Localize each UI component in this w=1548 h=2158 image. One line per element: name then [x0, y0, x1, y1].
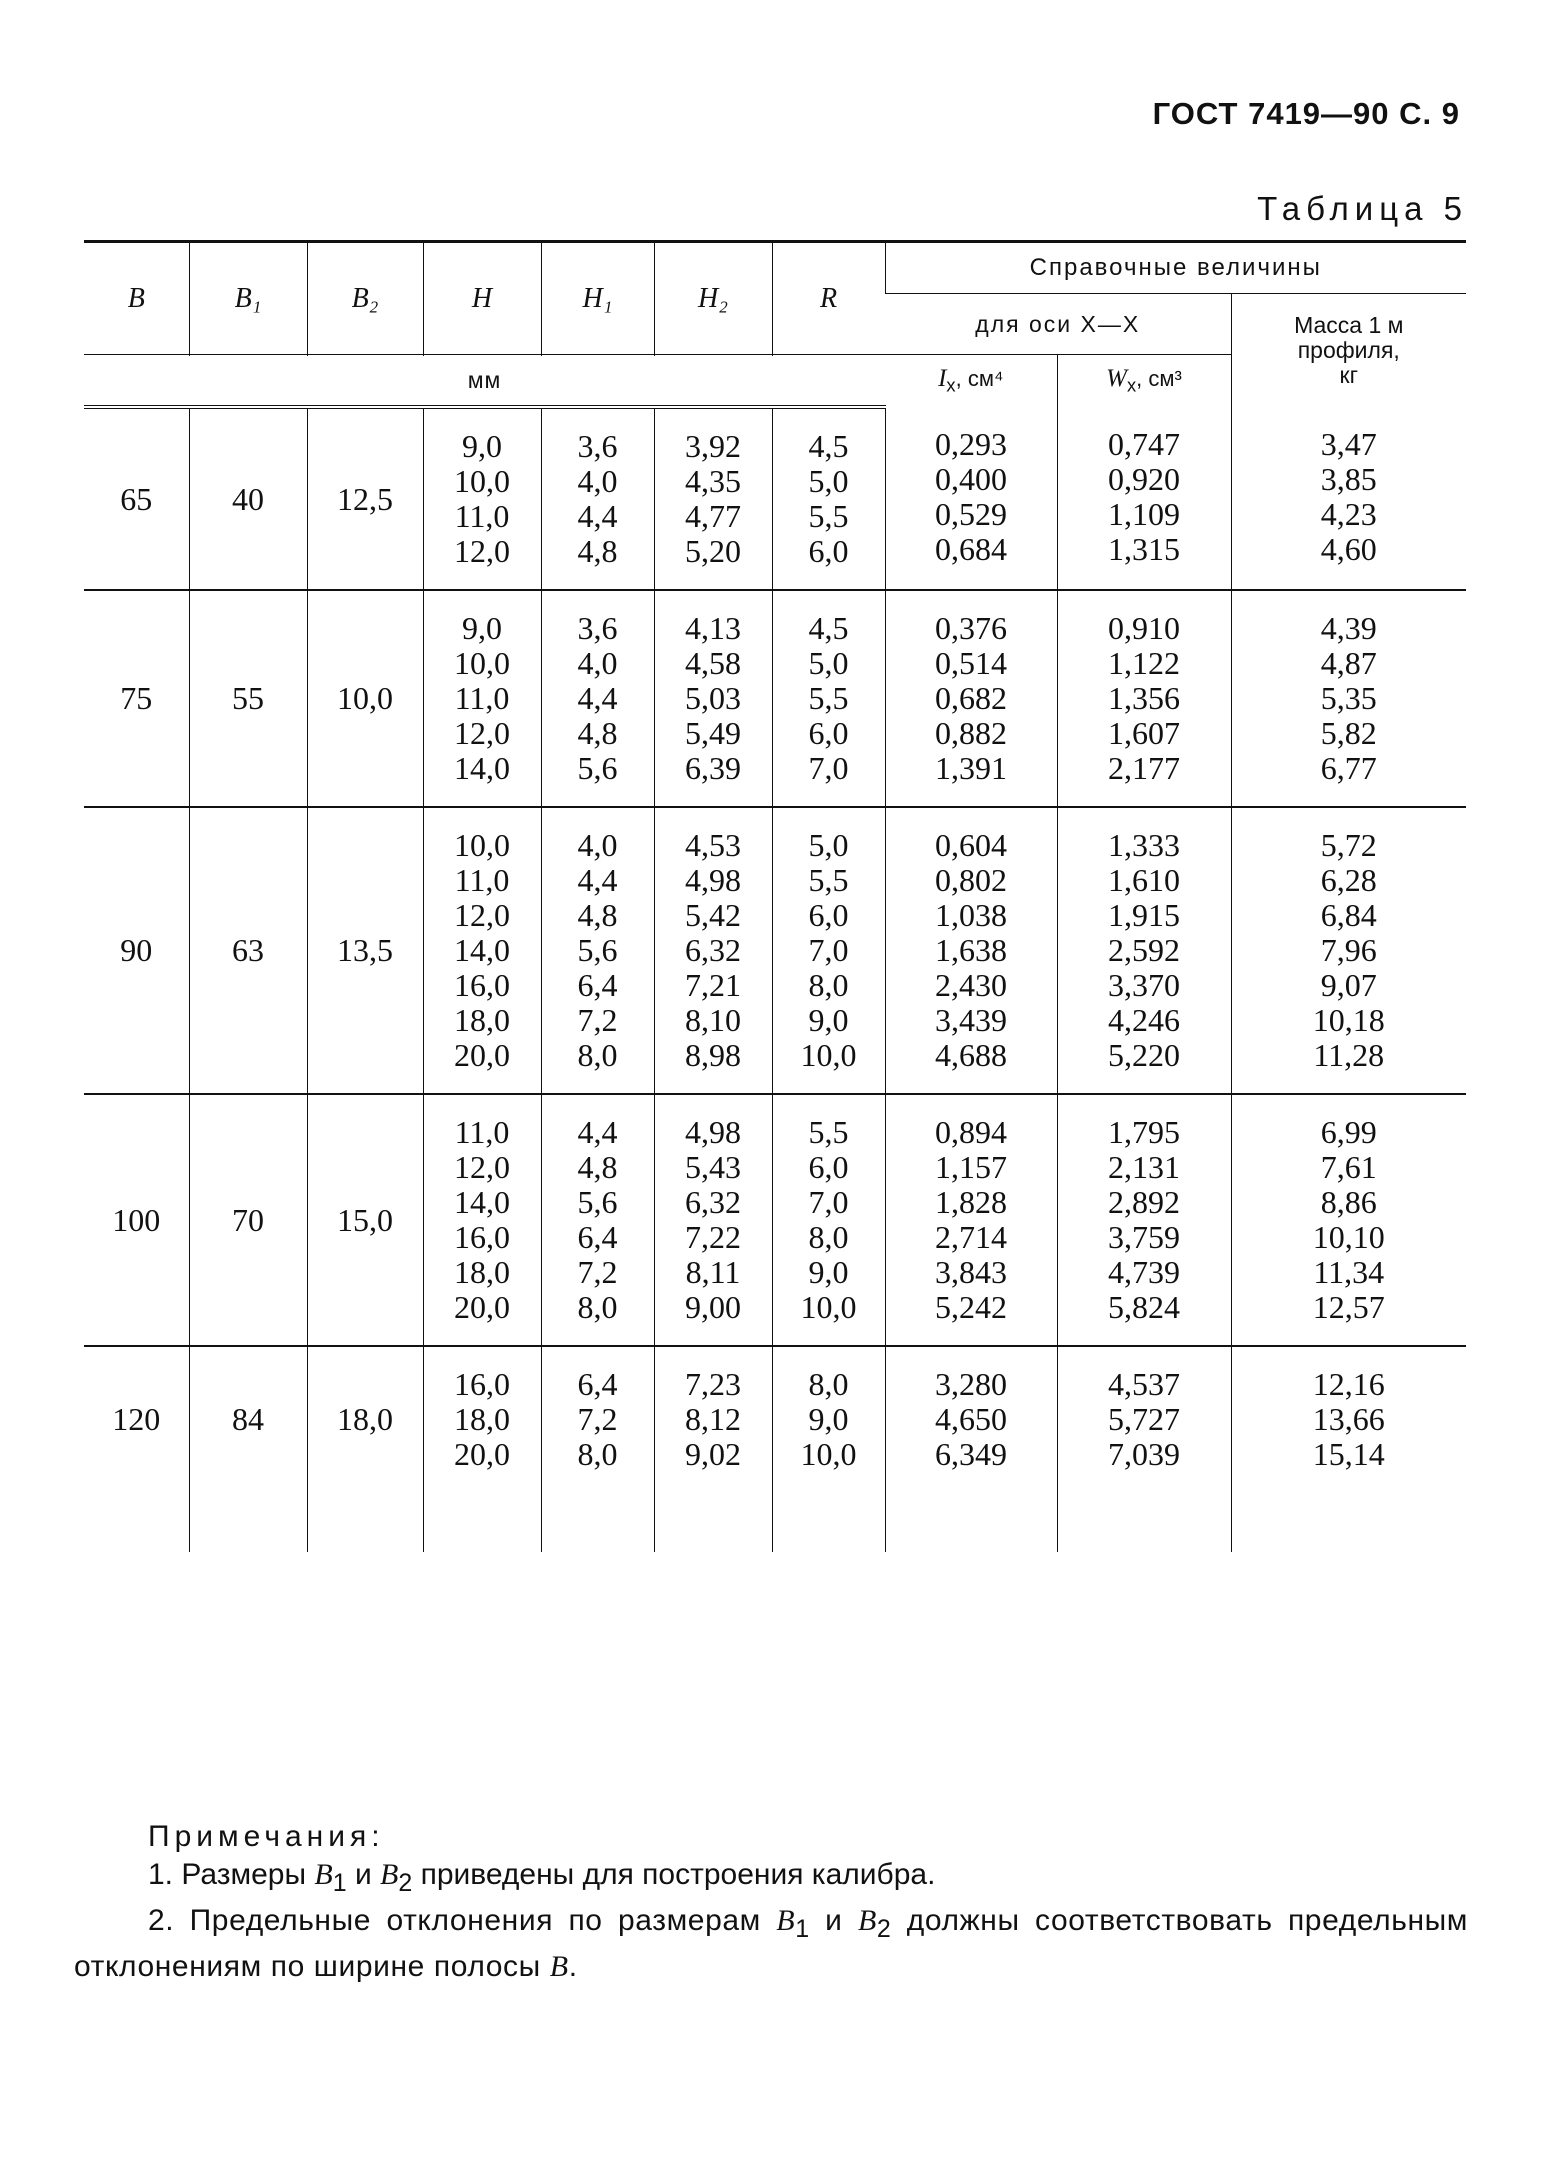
cell-b1: 70: [189, 1094, 307, 1346]
cell-h2: [654, 590, 772, 807]
ix-subscript: x: [946, 374, 956, 396]
value-h1: 4,8: [577, 715, 618, 751]
value-mass: 7,61: [1320, 1149, 1377, 1185]
value-r: 5,5: [808, 680, 849, 716]
value-h2: 9,00: [685, 1289, 741, 1325]
value-h1: 8,0: [577, 1289, 618, 1325]
value-h: 18,0: [454, 1401, 510, 1437]
value-mass: 11,28: [1313, 1037, 1385, 1073]
value-mass: 8,86: [1320, 1184, 1377, 1220]
table-row: [84, 407, 1466, 590]
table-body: [84, 407, 1466, 1552]
value-wx: 2,892: [1108, 1184, 1180, 1220]
value-h2: 5,03: [685, 680, 741, 716]
cell-r: [772, 807, 885, 1094]
value-ix: 4,688: [935, 1037, 1007, 1073]
value-wx: 0,910: [1108, 610, 1180, 646]
value-h1: 4,8: [577, 533, 618, 569]
value-ix: 1,038: [935, 897, 1007, 933]
cell-b1: 84: [189, 1346, 307, 1552]
value-wx: 5,824: [1108, 1289, 1180, 1325]
value-h1: 4,4: [577, 1114, 618, 1150]
value-ix: 0,802: [935, 862, 1007, 898]
value-h: 18,0: [454, 1254, 510, 1290]
value-r: 8,0: [808, 1219, 849, 1255]
value-h1: 8,0: [577, 1436, 618, 1472]
value-h2: 8,11: [685, 1254, 741, 1290]
value-h1: 4,8: [577, 1149, 618, 1185]
value-r: 8,0: [808, 1366, 849, 1402]
cell-h2: [654, 1346, 772, 1552]
value-mass: 4,39: [1320, 610, 1377, 646]
cell-ix: [885, 1346, 1057, 1552]
col-header-H2: H₂: [654, 242, 772, 355]
value-r: 5,5: [808, 1114, 849, 1150]
note-1-text-b: и: [346, 1858, 381, 1891]
value-ix: 0,604: [935, 827, 1007, 863]
cell-h2: [654, 1094, 772, 1346]
cell-r: [772, 1346, 885, 1552]
cell-mass: [1231, 1094, 1466, 1346]
value-h: 20,0: [454, 1037, 510, 1073]
value-r: 5,5: [808, 498, 849, 534]
cell-b2: 12,5: [307, 407, 423, 590]
notes-title: Примечания:: [148, 1820, 385, 1853]
value-h2: 7,23: [685, 1366, 741, 1402]
cell-b: 90: [84, 807, 189, 1094]
value-wx: 3,370: [1108, 967, 1180, 1003]
value-mass: 5,35: [1320, 680, 1377, 716]
cell-b2: 10,0: [307, 590, 423, 807]
note-2: [74, 1902, 1468, 1986]
value-h2: 5,20: [685, 533, 741, 569]
cell-b2: 13,5: [307, 807, 423, 1094]
value-wx: 7,039: [1108, 1436, 1180, 1472]
value-r: 7,0: [808, 750, 849, 786]
value-mass: 4,60: [1320, 531, 1377, 567]
value-r: 6,0: [808, 1149, 849, 1185]
value-h: 16,0: [454, 967, 510, 1003]
value-h: 12,0: [454, 715, 510, 751]
cell-mass: [1231, 590, 1466, 807]
value-h1: 5,6: [577, 932, 618, 968]
value-mass: 6,84: [1320, 897, 1377, 933]
value-wx: 4,246: [1108, 1002, 1180, 1038]
value-r: 7,0: [808, 932, 849, 968]
cell-wx: [1057, 1094, 1231, 1346]
cell-h1: [541, 590, 654, 807]
value-r: 7,0: [808, 1184, 849, 1220]
note-2-sub-2: 2: [876, 1915, 892, 1943]
note-2-text-b: и: [809, 1904, 858, 1937]
value-h2: 4,58: [685, 645, 741, 681]
mass-header-line3: кг: [1339, 362, 1358, 388]
value-wx: 1,610: [1108, 862, 1180, 898]
value-h1: 8,0: [577, 1037, 618, 1073]
value-h1: 4,4: [577, 680, 618, 716]
value-wx: 4,537: [1108, 1366, 1180, 1402]
value-r: 6,0: [808, 715, 849, 751]
value-mass: 12,57: [1312, 1289, 1385, 1325]
value-h1: 4,4: [577, 498, 618, 534]
value-wx: 1,122: [1108, 645, 1180, 681]
cell-h: [423, 407, 541, 590]
cell-mass: [1231, 407, 1466, 590]
value-wx: 1,109: [1108, 496, 1180, 532]
cell-h1: [541, 1346, 654, 1552]
value-mass: 6,99: [1320, 1114, 1377, 1150]
value-h: 14,0: [454, 932, 510, 968]
value-r: 4,5: [808, 428, 849, 464]
value-h: 10,0: [454, 463, 510, 499]
value-h: 14,0: [454, 1184, 510, 1220]
value-r: 10,0: [800, 1289, 857, 1325]
value-h2: 6,32: [685, 1184, 741, 1220]
wx-unit: , см³: [1136, 366, 1182, 392]
value-r: 5,5: [808, 862, 849, 898]
value-h: 18,0: [454, 1002, 510, 1038]
value-mass: 5,72: [1320, 827, 1377, 863]
note-2-text-d: .: [568, 1950, 578, 1983]
value-mass: 6,77: [1320, 750, 1377, 786]
value-mass: 13,66: [1312, 1401, 1385, 1437]
value-wx: 1,915: [1108, 897, 1180, 933]
value-h1: 3,6: [577, 610, 618, 646]
page-header: ГОСТ 7419—90 С. 9: [1152, 96, 1460, 131]
value-r: 9,0: [808, 1401, 849, 1437]
value-h2: 4,98: [685, 1114, 741, 1150]
cell-h1: [541, 407, 654, 590]
value-h2: 8,12: [685, 1401, 741, 1437]
cell-h1: [541, 1094, 654, 1346]
cell-r: [772, 1094, 885, 1346]
note-1-sub-1: 1: [332, 1869, 347, 1897]
col-header-B: B: [84, 242, 189, 355]
note-2-sub-1: 1: [795, 1915, 810, 1943]
cell-h: [423, 1094, 541, 1346]
value-wx: 1,315: [1108, 531, 1180, 567]
table-row: [84, 590, 1466, 807]
value-mass: 3,47: [1320, 426, 1377, 462]
table-row: [84, 1346, 1466, 1552]
value-wx: 1,607: [1108, 715, 1180, 751]
cell-b: 75: [84, 590, 189, 807]
cell-b1: 40: [189, 407, 307, 590]
value-mass: 12,16: [1312, 1366, 1385, 1402]
value-ix: 1,157: [935, 1149, 1007, 1185]
mass-header-line2: профиля,: [1297, 337, 1400, 363]
value-h: 12,0: [454, 533, 510, 569]
cell-b1: 55: [189, 590, 307, 807]
value-h: 9,0: [462, 428, 502, 464]
ix-unit: , см⁴: [955, 366, 1004, 392]
value-ix: 1,638: [935, 932, 1007, 968]
value-h1: 7,2: [577, 1002, 618, 1038]
note-2-symbol-b2: B: [857, 1904, 877, 1937]
value-ix: 0,293: [935, 426, 1007, 462]
value-h2: 5,43: [685, 1149, 741, 1185]
note-1: [74, 1856, 1468, 1902]
value-ix: 2,430: [935, 967, 1007, 1003]
value-ix: 0,529: [935, 496, 1007, 532]
col-header-mass: [1231, 294, 1466, 408]
value-h: 10,0: [454, 827, 510, 863]
value-wx: 3,759: [1108, 1219, 1180, 1255]
value-ix: 3,280: [935, 1366, 1007, 1402]
col-header-H1: H₁: [541, 242, 654, 355]
value-wx: 0,747: [1108, 426, 1180, 462]
value-ix: 1,391: [935, 750, 1007, 786]
value-h: 11,0: [454, 1114, 510, 1150]
cell-r: [772, 590, 885, 807]
col-header-Wx: [1057, 355, 1231, 408]
cell-b: 100: [84, 1094, 189, 1346]
cell-h: [423, 807, 541, 1094]
value-ix: 0,894: [935, 1114, 1007, 1150]
table-row: [84, 1094, 1466, 1346]
cell-wx: [1057, 590, 1231, 807]
value-h2: 5,49: [685, 715, 741, 751]
cell-mass: [1231, 807, 1466, 1094]
note-2-symbol-b1: B: [776, 1904, 796, 1937]
value-ix: 0,514: [935, 645, 1007, 681]
value-h2: 6,32: [685, 932, 741, 968]
cell-ix: [885, 807, 1057, 1094]
note-1-symbol-b1: B: [314, 1858, 333, 1891]
value-mass: 6,28: [1320, 862, 1377, 898]
value-h2: 6,39: [685, 750, 741, 786]
wx-symbol: W: [1106, 365, 1127, 393]
value-r: 9,0: [808, 1254, 849, 1290]
value-ix: 0,376: [935, 610, 1007, 646]
value-h1: 3,6: [577, 428, 618, 464]
ix-symbol: I: [938, 365, 947, 393]
cell-b1: 63: [189, 807, 307, 1094]
unit-label: мм: [84, 355, 885, 408]
value-h: 9,0: [462, 610, 502, 646]
value-h1: 5,6: [577, 750, 618, 786]
value-wx: 1,795: [1108, 1114, 1180, 1150]
value-ix: 5,242: [935, 1289, 1007, 1325]
value-h2: 9,02: [685, 1436, 741, 1472]
value-mass: 10,10: [1312, 1219, 1385, 1255]
value-h2: 7,22: [685, 1219, 741, 1255]
value-h2: 4,98: [685, 862, 741, 898]
note-1-symbol-b2: B: [380, 1858, 399, 1891]
value-ix: 0,400: [935, 461, 1007, 497]
value-h2: 7,21: [685, 967, 741, 1003]
value-mass: 11,34: [1313, 1254, 1385, 1290]
cell-h: [423, 1346, 541, 1552]
mass-header-line1: Масса 1 м: [1294, 312, 1404, 338]
cell-wx: [1057, 407, 1231, 590]
value-mass: 10,18: [1312, 1002, 1385, 1038]
value-h2: 8,10: [685, 1002, 741, 1038]
note-2-text-c: должны соответствовать предельным отклонениям по ширине полосы: [74, 1904, 1468, 1983]
value-h1: 7,2: [577, 1254, 618, 1290]
value-wx: 0,920: [1108, 461, 1180, 497]
col-header-axis: для оси X—X: [885, 294, 1231, 355]
table-header: [84, 242, 1466, 408]
value-mass: 4,87: [1320, 645, 1377, 681]
value-wx: 5,220: [1108, 1037, 1180, 1073]
col-header-R: R: [772, 242, 885, 355]
col-header-reference: Справочные величины: [885, 242, 1466, 294]
value-h: 11,0: [454, 862, 510, 898]
note-1-sub-2: 2: [398, 1869, 413, 1897]
value-h2: 8,98: [685, 1037, 741, 1073]
value-wx: 2,592: [1108, 932, 1180, 968]
cell-h2: [654, 807, 772, 1094]
value-r: 4,5: [808, 610, 849, 646]
value-ix: 3,843: [935, 1254, 1007, 1290]
value-ix: 4,650: [935, 1401, 1007, 1437]
cell-wx: [1057, 1346, 1231, 1552]
cell-h: [423, 590, 541, 807]
value-wx: 1,333: [1108, 827, 1180, 863]
table-row: [84, 807, 1466, 1094]
value-mass: 9,07: [1320, 967, 1377, 1003]
value-ix: 0,882: [935, 715, 1007, 751]
table-caption: Таблица 5: [1257, 190, 1468, 227]
value-r: 8,0: [808, 967, 849, 1003]
value-h2: 4,77: [685, 498, 741, 534]
value-h: 11,0: [454, 498, 510, 534]
value-mass: 3,85: [1320, 461, 1377, 497]
col-header-Ix: [885, 355, 1057, 408]
value-ix: 0,684: [935, 531, 1007, 567]
value-ix: 0,682: [935, 680, 1007, 716]
cell-h2: [654, 407, 772, 590]
note-1-text-c: приведены для построения калибра.: [412, 1858, 936, 1891]
value-wx: 2,131: [1108, 1149, 1180, 1185]
value-mass: 7,96: [1320, 932, 1377, 968]
col-header-H: H: [423, 242, 541, 355]
value-wx: 1,356: [1108, 680, 1180, 716]
value-mass: 5,82: [1320, 715, 1377, 751]
value-h1: 4,0: [577, 827, 618, 863]
value-h: 20,0: [454, 1289, 510, 1325]
note-2-symbol-b: B: [549, 1950, 569, 1983]
cell-ix: [885, 407, 1057, 590]
cell-wx: [1057, 807, 1231, 1094]
value-wx: 5,727: [1108, 1401, 1180, 1437]
value-h1: 4,0: [577, 645, 618, 681]
cell-b2: 15,0: [307, 1094, 423, 1346]
value-h1: 4,8: [577, 897, 618, 933]
value-mass: 4,23: [1320, 496, 1377, 532]
value-ix: 6,349: [935, 1436, 1007, 1472]
value-h1: 6,4: [577, 967, 618, 1003]
notes: [74, 1818, 1468, 1986]
value-wx: 4,739: [1108, 1254, 1180, 1290]
value-h1: 6,4: [577, 1219, 618, 1255]
cell-b: 120: [112, 1401, 161, 1437]
value-ix: 1,828: [935, 1184, 1007, 1220]
value-h: 20,0: [454, 1436, 510, 1472]
value-h2: 4,13: [685, 610, 741, 646]
cell-b2: 18,0: [307, 1346, 423, 1552]
cell-b: 65: [84, 407, 189, 590]
value-h: 11,0: [454, 680, 510, 716]
value-h2: 5,42: [685, 897, 741, 933]
cell-ix: [885, 1094, 1057, 1346]
value-r: 5,0: [808, 463, 849, 499]
cell-ix: [885, 590, 1057, 807]
value-ix: 3,439: [935, 1002, 1007, 1038]
cell-mass: [1231, 1346, 1466, 1552]
value-h2: 4,53: [685, 827, 741, 863]
value-h: 12,0: [454, 897, 510, 933]
value-mass: 15,14: [1312, 1436, 1385, 1472]
value-r: 5,0: [808, 645, 849, 681]
value-r: 9,0: [808, 1002, 849, 1038]
col-header-B2: B₂: [307, 242, 423, 355]
cell-h1: [541, 807, 654, 1094]
value-r: 6,0: [808, 897, 849, 933]
value-r: 10,0: [800, 1436, 857, 1472]
value-h1: 7,2: [577, 1401, 618, 1437]
value-h1: 5,6: [577, 1184, 618, 1220]
value-r: 10,0: [800, 1037, 857, 1073]
note-1-text-a: 1. Размеры: [148, 1858, 315, 1891]
value-h: 10,0: [454, 645, 510, 681]
value-h: 12,0: [454, 1149, 510, 1185]
col-header-B1: B₁: [189, 242, 307, 355]
value-h2: 4,35: [685, 463, 741, 499]
value-h1: 4,4: [577, 862, 618, 898]
value-h: 16,0: [454, 1219, 510, 1255]
value-r: 5,0: [808, 827, 849, 863]
value-ix: 2,714: [935, 1219, 1007, 1255]
value-h: 16,0: [454, 1366, 510, 1402]
value-r: 6,0: [808, 533, 849, 569]
cell-r: [772, 407, 885, 590]
value-wx: 2,177: [1108, 750, 1180, 786]
note-2-text-a: 2. Предельные отклонения по размерам: [148, 1904, 777, 1937]
profile-table: [84, 240, 1466, 1552]
value-h1: 6,4: [577, 1366, 618, 1402]
wx-subscript: x: [1126, 374, 1137, 396]
value-h1: 4,0: [577, 463, 618, 499]
value-h: 14,0: [454, 750, 510, 786]
value-h2: 3,92: [685, 428, 741, 464]
